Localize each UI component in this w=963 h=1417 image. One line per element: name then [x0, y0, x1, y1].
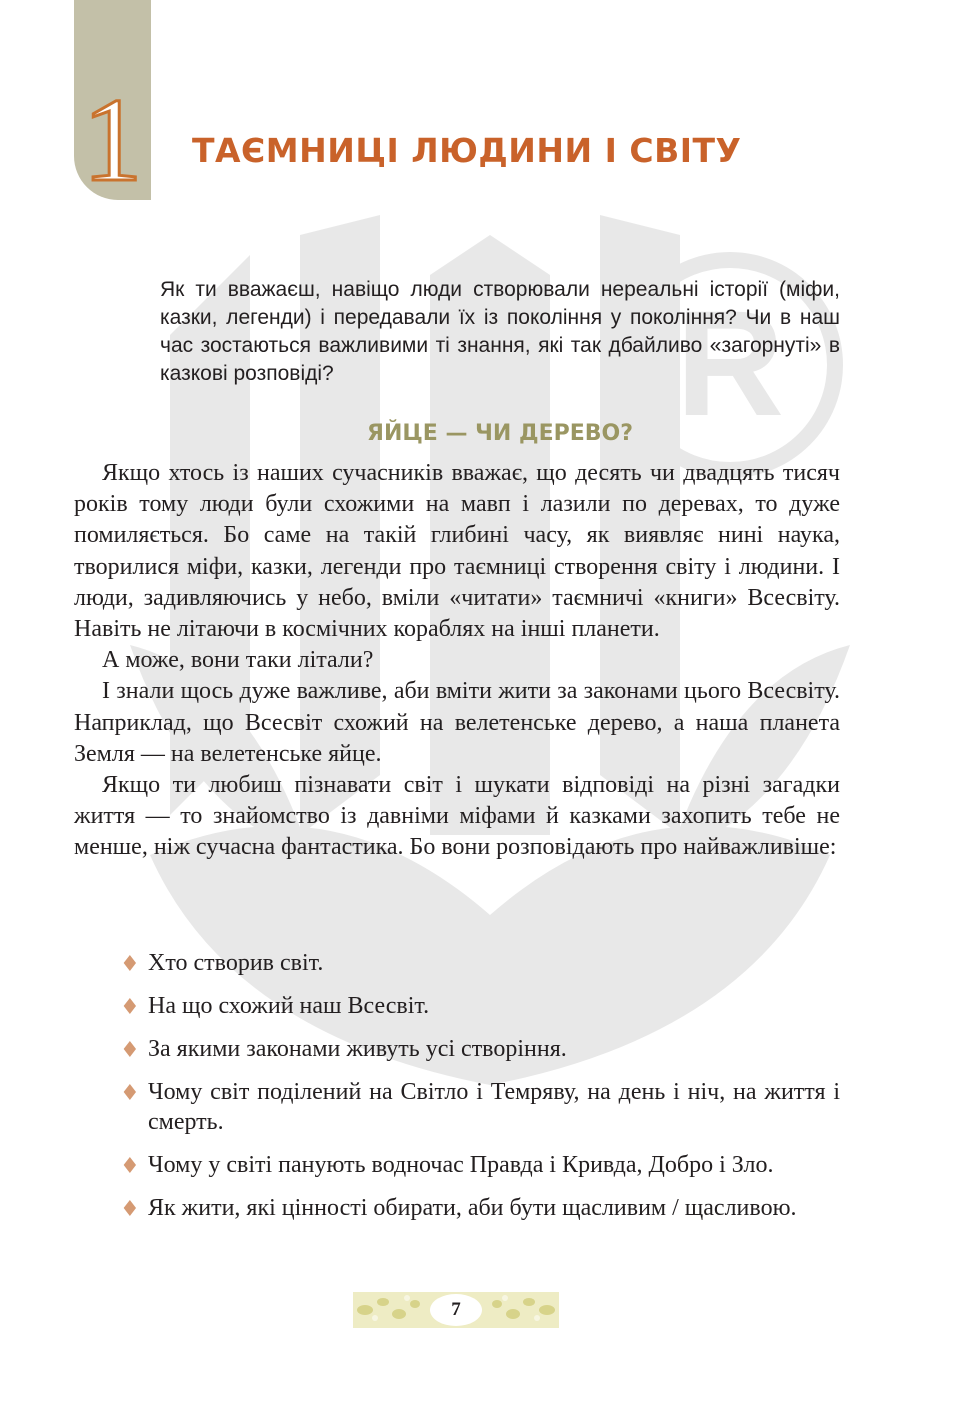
- list-item: [120, 948, 840, 978]
- diamond-bullet-icon: ♦: [120, 995, 140, 1020]
- paragraph: А може, вони таки літали?: [102, 647, 374, 674]
- paragraph: Якщо ти любиш пізнавати світ і шукати відповіді на різні загадки життя — то знайомство із давніми міфами й казками захопить тебе не менше, ніж сучасна фантастика. Бо вони розповідають про найважливіше:: [74, 772, 840, 861]
- chapter-number: 1: [82, 73, 143, 206]
- list-item: [120, 1034, 840, 1064]
- diamond-bullet-icon: ♦: [120, 1081, 140, 1106]
- list-item-text: Як жити, які цінності обирати, аби бути щасливим / щасливою.: [148, 1195, 797, 1221]
- diamond-bullet-icon: ♦: [120, 1038, 140, 1063]
- list-item: [120, 991, 840, 1021]
- section-heading: ЯЙЦЕ — ЧИ ДЕРЕВО?: [367, 421, 633, 446]
- list-item-text: За якими законами живуть усі створіння.: [148, 1036, 567, 1062]
- chapter-title: ТАЄМНИЦІ ЛЮДИНИ І СВІТУ: [192, 131, 742, 170]
- list-item: [120, 1150, 840, 1180]
- list-item-text: Чому у світі панують водночас Правда і Кривда, Добро і Зло.: [148, 1152, 774, 1178]
- list-item: [120, 1193, 840, 1223]
- list-item: [120, 1077, 840, 1137]
- list-item-text: Хто створив світ.: [148, 950, 324, 976]
- intro-question: [160, 276, 840, 388]
- intro-text: Як ти вважаєш, навіщо люди створювали нереальні історії (міфи, казки, легенди) і передавали їх із покоління у покоління? Чи в наш час зостаються важливими ті знання, які так дбайливо «загорнуті» в казкові розповіді?: [160, 278, 840, 385]
- page-footer: [353, 1290, 559, 1330]
- paragraph: І знали щось дуже важливе, аби вміти жити за законами цього Всесвіту. Наприклад, що Всесвіт схожий на велетенське дерево, а наша планета Земля — на велетенське яйце.: [74, 678, 840, 767]
- diamond-bullet-icon: ♦: [120, 1197, 140, 1222]
- diamond-bullet-icon: ♦: [120, 952, 140, 977]
- bullet-list: [120, 948, 840, 1236]
- page-number: 7: [451, 1299, 461, 1320]
- list-item-text: На що схожий наш Всесвіт.: [148, 993, 430, 1019]
- diamond-bullet-icon: ♦: [120, 1154, 140, 1179]
- svg-text:R: R: [675, 279, 785, 447]
- list-item-text: Чому світ поділений на Світло і Темряву, на день і ніч, на життя і смерть.: [148, 1079, 840, 1135]
- body-text: [74, 458, 840, 864]
- paragraph: Якщо хтось із наших сучасників вважає, що десять чи двадцять тисяч років тому люди були схожими на мавп і лазили по деревах, то дуже помиляється. Бо саме на такій глибині часу, як виявляє нині наука, творилися міфи, казки, легенди про таємниці створення світу і людини. І люди, задивляючись у небо, вміли «читати» таємничі «книги» Всесвіту. Навіть не літаючи в космічних кораблях на інші планети.: [74, 460, 840, 643]
